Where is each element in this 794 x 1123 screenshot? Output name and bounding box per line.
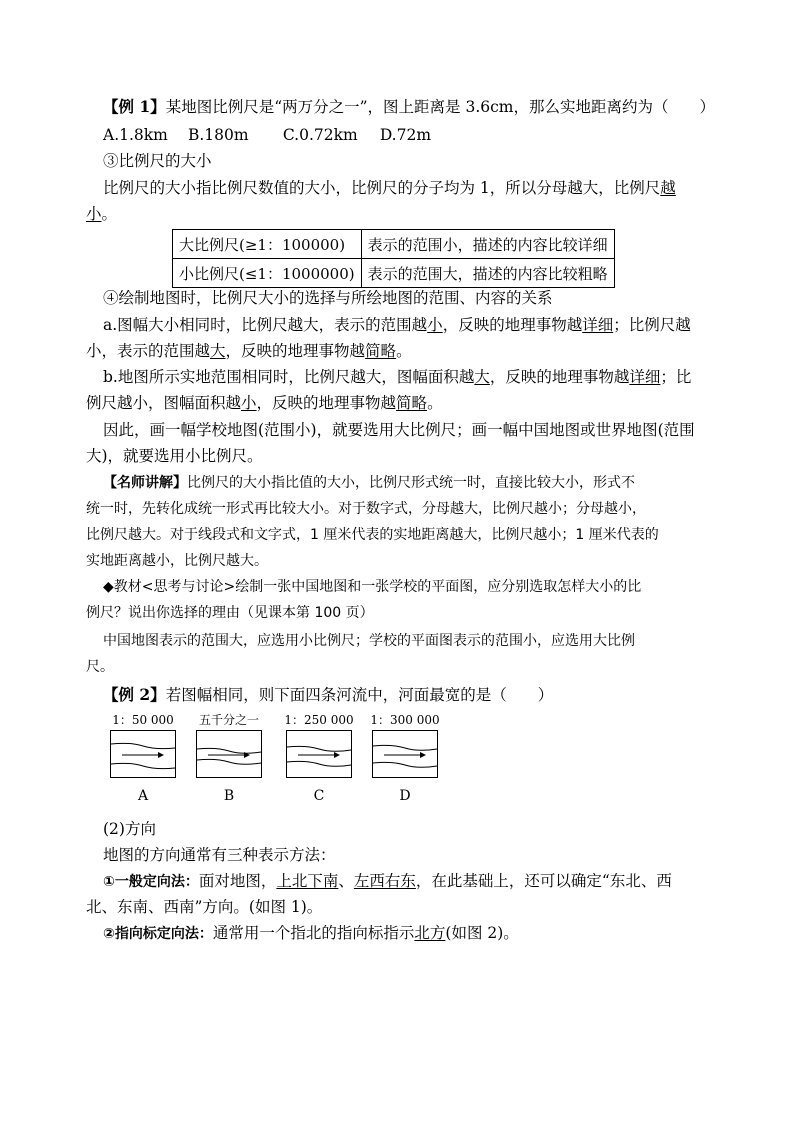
option-d: D.72m [379, 126, 432, 144]
text-run: ，反映的地理事物越 [225, 342, 366, 360]
underlined-answer: 小 [86, 205, 102, 223]
river-label: C [313, 788, 325, 804]
text-run: 小，表示的范围越 [86, 342, 211, 360]
example-1-question [103, 96, 715, 118]
text-run: 。 [101, 205, 118, 223]
teacher-explanation-line1 [103, 472, 703, 494]
point-a-line1 [103, 314, 703, 336]
text-run: ，反映的地理事物越 [442, 316, 583, 334]
discussion-line2: 例尺？说出你选择的理由（见课本第 100 页） [86, 605, 374, 621]
example-1-text: 某地图比例尺是“两万分之一”，图上距离是 3.6cm，那么实地距离约为（ ） [165, 98, 715, 116]
section-3-paragraph-line1 [103, 177, 703, 199]
river-figure-b [194, 712, 264, 804]
river-map-c-icon [286, 730, 352, 778]
river-label: B [223, 788, 235, 804]
text-run: 、 [338, 872, 354, 890]
text-run: 比例尺的大小指比值的大小，比例尺形式统一时，直接比较大小，形式不 [187, 475, 635, 491]
option-b: B.180m [187, 126, 249, 144]
underlined-answer: 详细 [582, 316, 614, 334]
table-row [173, 259, 615, 288]
conclusion-line1: 因此，画一幅学校地图(范围小)，就要选用大比例尺；画一幅中国地图或世界地图(范围 [103, 421, 695, 439]
table-row [173, 230, 615, 259]
point-a-line2 [86, 340, 686, 362]
table-cell: 表示的范围小，描述的内容比较详细 [361, 230, 614, 259]
table-cell: 表示的范围大，描述的内容比较粗略 [361, 259, 614, 288]
text-run: ；比 [660, 368, 692, 386]
option-a: A.1.8km [103, 126, 168, 144]
text-run: ，在此基础上，还可以确定“东北、西 [415, 872, 672, 890]
table-cell: 小比例尺(≤1：1000000) [173, 259, 362, 288]
method-2-line [103, 922, 703, 945]
method-1-line1 [103, 870, 703, 893]
scale-comparison-table [172, 229, 615, 288]
text-run: 若图幅相同，则下面四条河流中，河面最宽的是（ ） [165, 686, 554, 704]
underlined-answer: 小 [427, 316, 443, 334]
text-run: 面对地图， [198, 872, 277, 890]
method-1-tag: ①一般定向法： [103, 874, 199, 890]
conclusion-line2: 大)，就要选用小比例尺。 [86, 447, 263, 465]
river-label: A [137, 788, 149, 804]
method-1-line2: 北、东南、西南”方向。(如图 1)。 [86, 898, 323, 916]
river-figure-a [108, 712, 178, 804]
river-scale: 五千分之一 [198, 713, 259, 727]
text-run: (如图 2)。 [445, 924, 519, 942]
method-2-tag: ②指向标定向法： [103, 926, 213, 942]
text-run: ；比例尺越 [613, 316, 691, 334]
river-map-a-icon [110, 730, 176, 778]
teacher-explanation-line2: 统一时，先转化成统一形式再比较大小。对于数字式，分母越大，比例尺越小；分母越小， [86, 501, 646, 517]
direction-title: (2)方向 [103, 820, 156, 838]
underlined-answer: 简略 [365, 342, 397, 360]
underlined-answer: 大 [210, 342, 226, 360]
answer-line2: 尺。 [86, 659, 114, 675]
underlined-answer: 简略 [396, 394, 428, 412]
river-scale: 1：300 000 [370, 713, 440, 727]
underlined-answer: 大 [474, 368, 490, 386]
text-run: 比例尺的大小指比例尺数值的大小，比例尺的分子均为 1，所以分母越大，比例尺 [103, 179, 661, 197]
river-scale: 1：250 000 [284, 713, 354, 727]
text-run: ，反映的地理事物越 [256, 394, 397, 412]
section-3-paragraph-line2 [86, 203, 686, 225]
teacher-explanation-line4: 实地距离越小，比例尺越大。 [86, 553, 268, 569]
example-1-tag: 【例 1】 [103, 97, 166, 116]
text-run: b.地图所示实地范围相同时，比例尺越大，图幅面积越 [103, 368, 475, 386]
example-2-question [103, 684, 703, 706]
example-2-tag: 【例 2】 [103, 685, 166, 704]
river-scale: 1：50 000 [112, 713, 174, 727]
river-figures [103, 712, 463, 812]
teacher-explanation-line3: 比例尺越大。对于线段式和文字式，1 厘米代表的实地距离越大，比例尺越小；1 厘米代表的 [86, 527, 659, 543]
text-run: 。 [427, 394, 443, 412]
text-run: ，反映的地理事物越 [489, 368, 630, 386]
underlined-answer: 详细 [629, 368, 661, 386]
teacher-tag: 【名师讲解】 [103, 475, 187, 491]
table-cell: 大比例尺(≥1：100000) [173, 230, 362, 259]
river-figure-c [284, 712, 354, 804]
section-4-title: ④绘制地图时，比例尺大小的选择与所绘地图的范围、内容的关系 [103, 289, 553, 307]
underlined-answer: 小 [241, 394, 257, 412]
river-map-b-icon [196, 730, 262, 778]
example-1-options [103, 124, 703, 146]
text-run: 例尺越小，图幅面积越 [86, 394, 242, 412]
river-label: D [399, 788, 411, 804]
underlined-answer: 左西右东 [353, 872, 416, 890]
text-run: 通常用一个指北的指向标指示 [212, 924, 415, 942]
underlined-answer: 北方 [414, 924, 446, 942]
option-c: C.0.72km [282, 126, 358, 144]
river-figure-d [370, 712, 440, 804]
underlined-answer: 上北下南 [276, 872, 339, 890]
discussion-line1: ◆教材<思考与讨论>绘制一张中国地图和一张学校的平面图，应分别选取怎样大小的比 [103, 579, 642, 595]
section-3-title: ③比例尺的大小 [103, 152, 212, 170]
point-b-line1 [103, 366, 703, 388]
direction-intro: 地图的方向通常有三种表示方法： [103, 846, 336, 864]
underlined-answer: 越 [660, 179, 676, 197]
answer-line1: 中国地图表示的范围大，应选用小比例尺；学校的平面图表示的范围小，应选用大比例 [103, 633, 635, 649]
point-b-line2 [86, 392, 686, 414]
text-run: a.图幅大小相同时，比例尺越大，表示的范围越 [103, 316, 428, 334]
river-map-d-icon [372, 730, 438, 778]
text-run: 。 [396, 342, 412, 360]
